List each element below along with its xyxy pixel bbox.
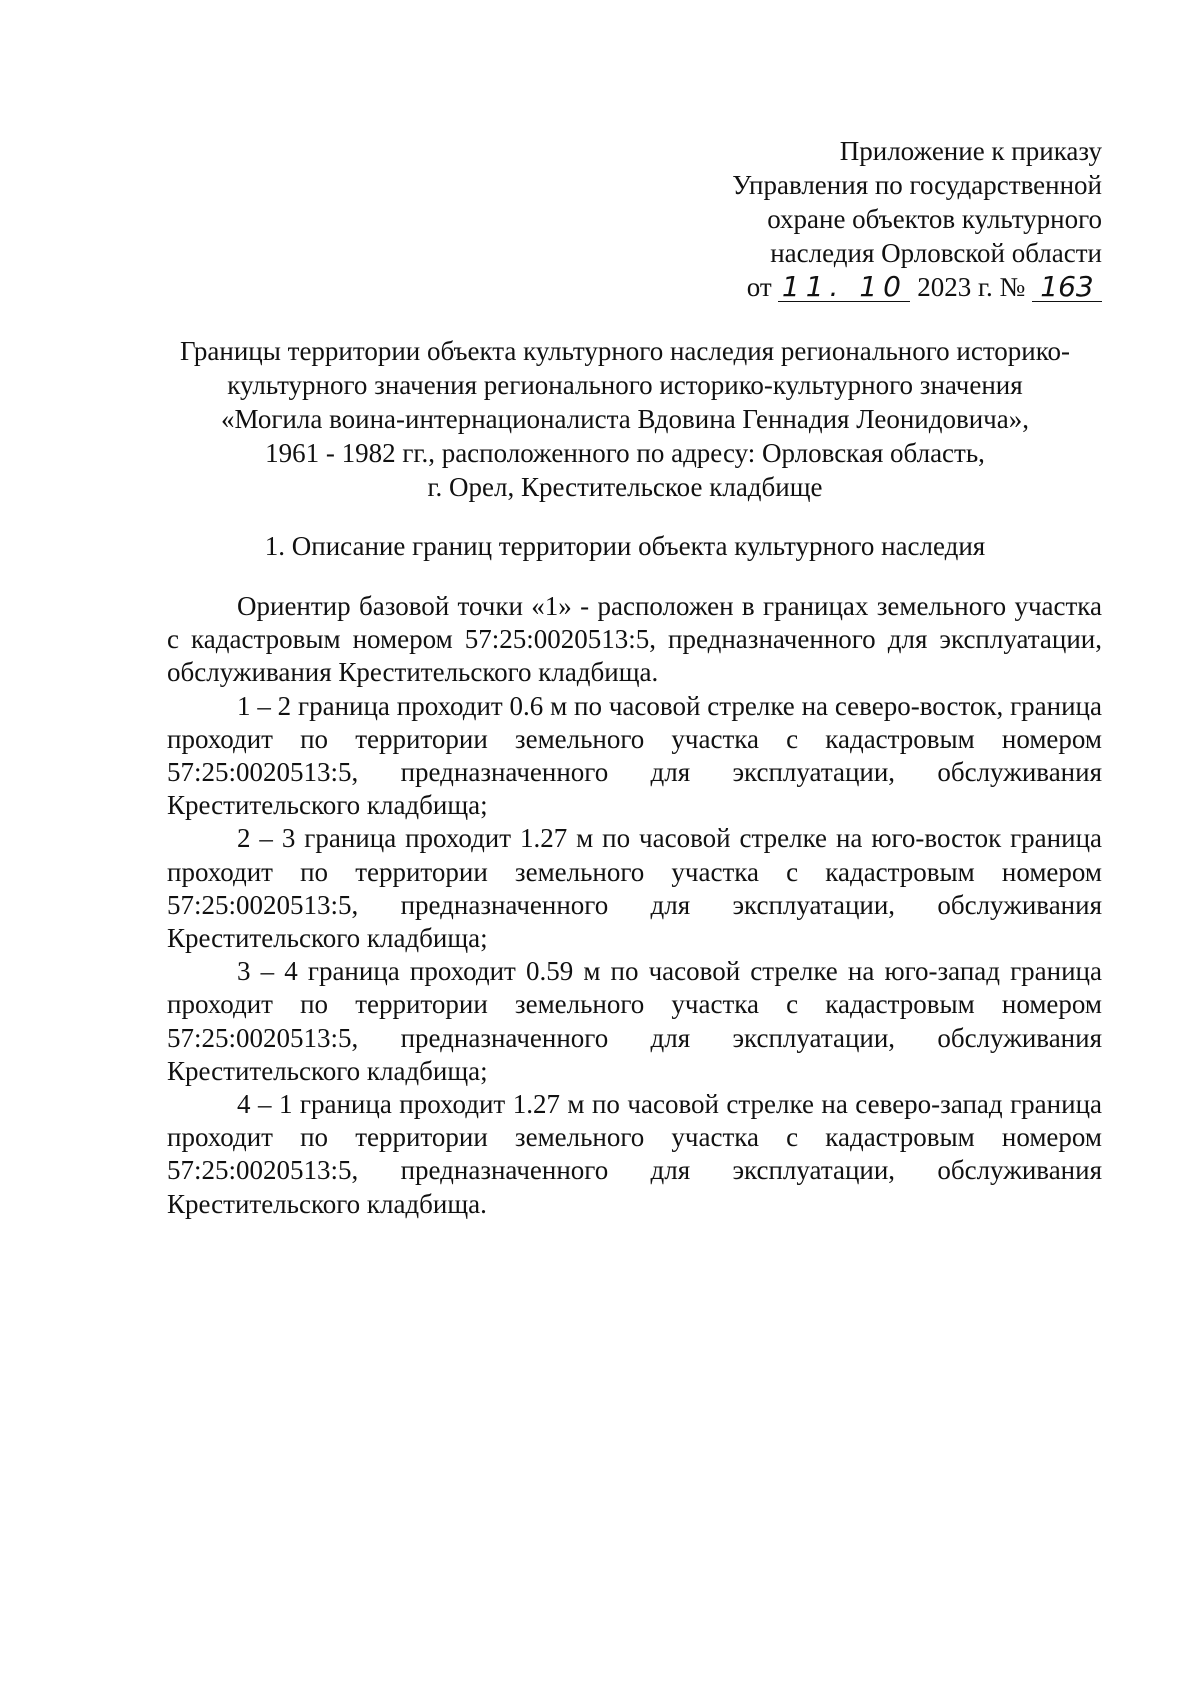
attachment-line-4: наследия Орловской области xyxy=(770,238,1102,268)
paragraph-base-point: Ориентир базовой точки «1» - расположен в границах земельного участка с кадастровым номером 57:25:0020513:5, предназначенного для эксплуатации, обслуживания Крестительского кладбища. xyxy=(167,591,1102,688)
handwritten-order-number: 163 xyxy=(1032,273,1102,302)
attachment-date-line xyxy=(582,270,1102,304)
document-title xyxy=(150,334,1100,504)
paragraph-segment-2-3: 2 – 3 граница проходит 1.27 м по часовой стрелке на юго-восток граница проходит по территории земельного участка с кадастровым номером 57:25:0020513:5, предназначенного для эксплуатации, обслуживания Крестительского кладбища; xyxy=(167,823,1102,954)
paragraph-segment-4-1: 4 – 1 граница проходит 1.27 м по часовой стрелке на северо-запад граница проходит по территории земельного участка с кадастровым номером 57:25:0020513:5, предназначенного для эксплуатации, обслуживания Крестительского кладбища. xyxy=(167,1089,1102,1219)
title-line-5: г. Орел, Крестительское кладбище xyxy=(427,472,823,502)
title-line-1: Границы территории объекта культурного наследия регионального историко- xyxy=(180,336,1070,366)
section-body xyxy=(167,590,1102,1221)
date-prefix: от xyxy=(746,272,772,302)
paragraph-segment-3-4: 3 – 4 граница проходит 0.59 м по часовой стрелке на юго-запад граница проходит по территории земельного участка с кадастровым номером 57:25:0020513:5, предназначенного для эксплуатации, обслуживания Крестительского кладбища; xyxy=(167,956,1102,1086)
title-line-4: 1961 - 1982 гг., расположенного по адресу: Орловская область, xyxy=(265,438,985,468)
paragraph-segment-1-2: 1 – 2 граница проходит 0.6 м по часовой стрелке на северо-восток, граница проходит по территории земельного участка с кадастровым номером 57:25:0020513:5, предназначенного для эксплуатации, обслуживания Крестительского кладбища; xyxy=(167,690,1102,821)
attachment-line-3: охране объектов культурного xyxy=(767,204,1102,234)
attachment-line-1: Приложение к приказу xyxy=(839,136,1102,166)
handwritten-date: 11. 10 xyxy=(778,273,910,302)
year-text: 2023 г. № xyxy=(917,272,1026,302)
title-line-3: «Могила воина-интернационалиста Вдовина Геннадия Леонидовича», xyxy=(221,404,1029,434)
attachment-line-2: Управления по государственной xyxy=(732,170,1102,200)
attachment-header xyxy=(582,134,1102,304)
title-line-2: культурного значения регионального историко-культурного значения xyxy=(227,370,1023,400)
section-heading: 1. Описание границ территории объекта культурного наследия xyxy=(264,531,986,561)
